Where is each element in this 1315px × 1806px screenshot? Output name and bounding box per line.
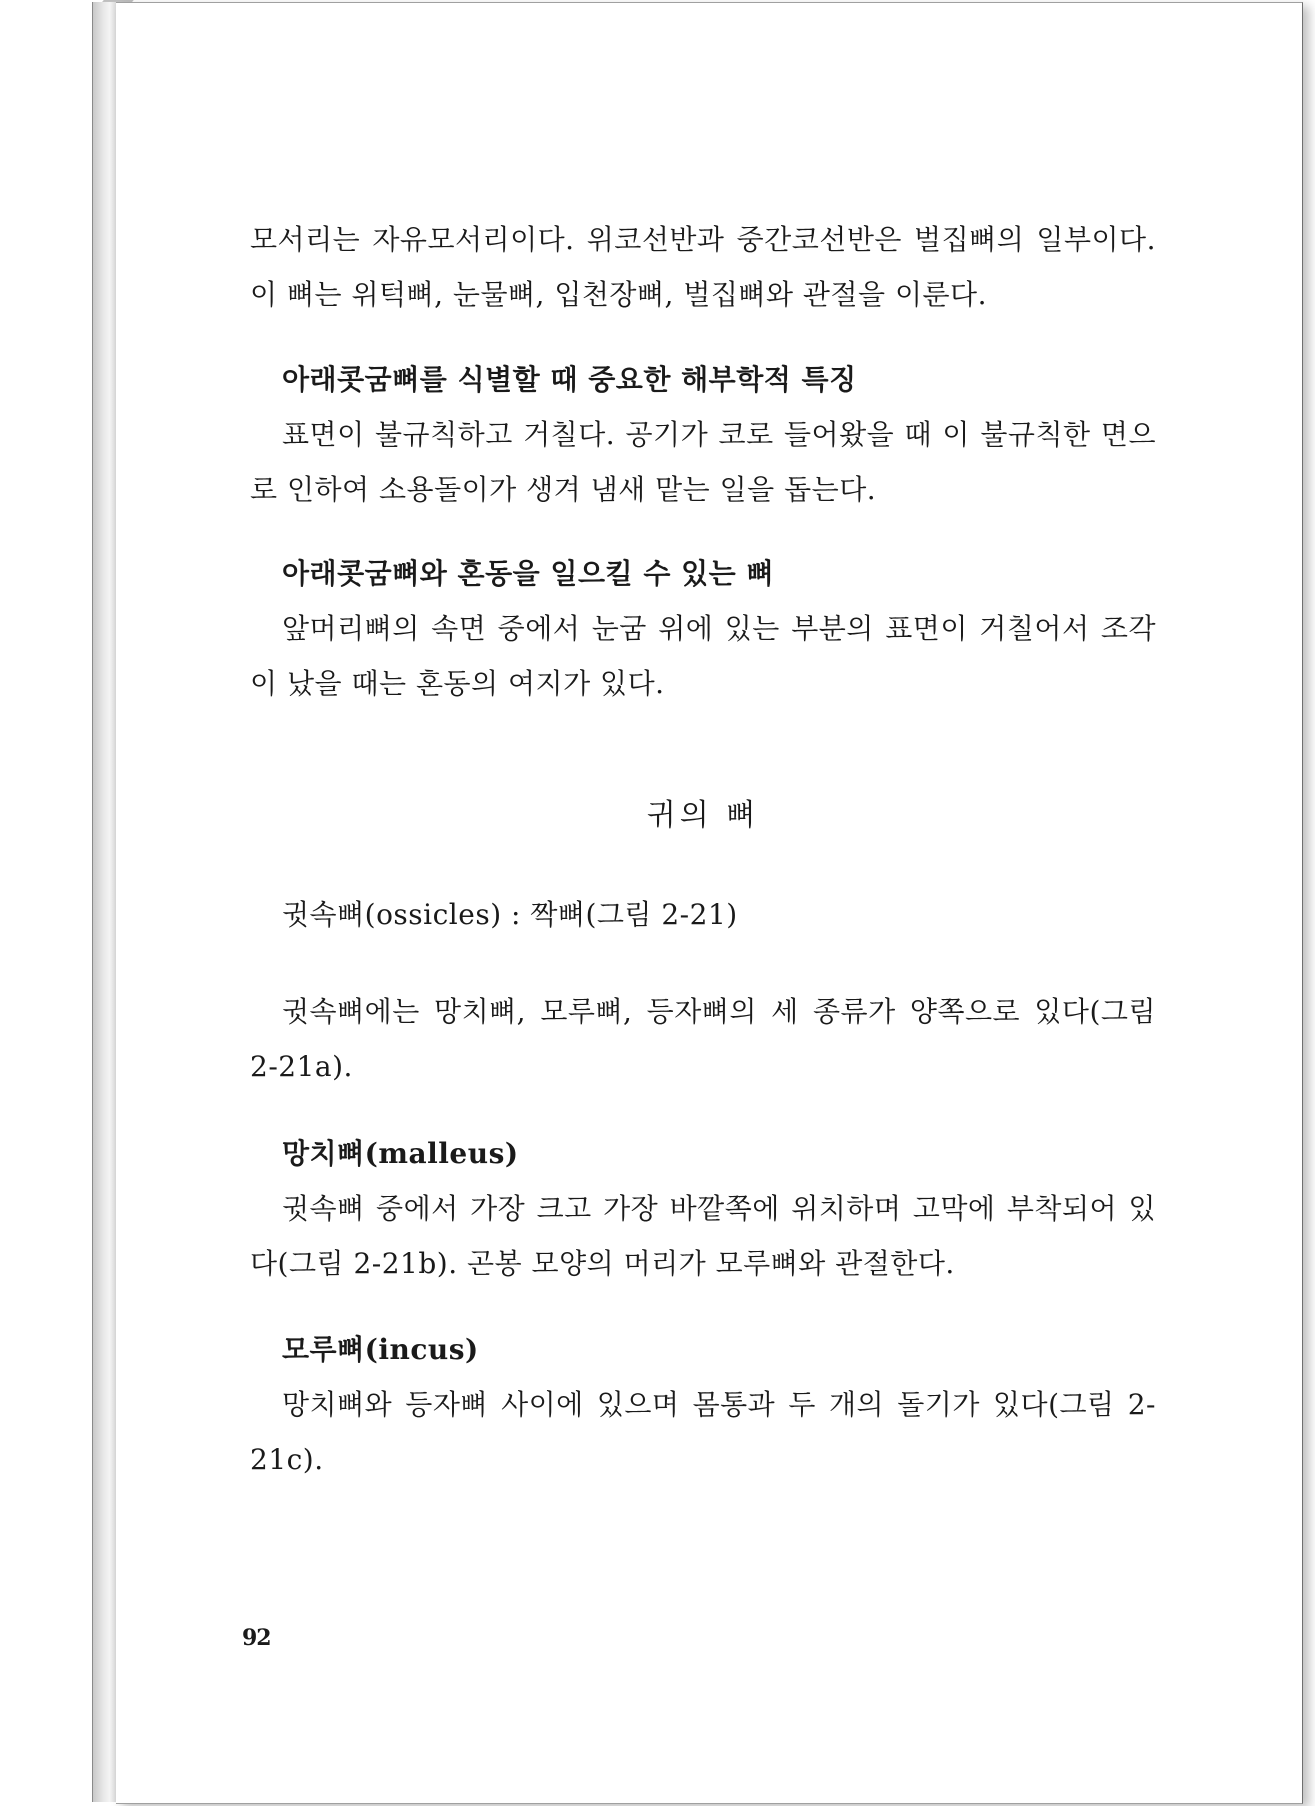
paragraph-continuation: 모서리는 자유모서리이다. 위코선반과 중간코선반은 벌집뼈의 일부이다. 이 뼈는 위턱뼈, 눈물뼈, 입천장뼈, 벌집뼈와 관절을 이룬다. (250, 223, 1156, 311)
paragraph-incus: 망치뼈와 등자뼈 사이에 있으며 몸통과 두 개의 돌기가 있다(그림 2-21c). (250, 1388, 1156, 1476)
paragraph-ossicles-description: 귓속뼈에는 망치뼈, 모루뼈, 등자뼈의 세 종류가 양쪽으로 있다(그림 2-21a). (250, 995, 1156, 1083)
section-heading-malleus: 망치뼈(malleus) (282, 1137, 519, 1170)
page-number: 92 (242, 1625, 271, 1651)
book-spine-edge (92, 2, 118, 1802)
section-title-ear-bones: 귀의 뼈 (646, 798, 760, 833)
paragraph-identification: 표면이 불규칙하고 거칠다. 공기가 코로 들어왔을 때 이 불규칙한 면으로 인하여 소용돌이가 생겨 냄새 맡는 일을 돕는다. (250, 418, 1156, 506)
paragraph-ossicles-heading: 귓속뼈(ossicles) : 짝뼈(그림 2-21) (282, 898, 738, 931)
section-heading-incus: 모루뼈(incus) (282, 1333, 479, 1366)
section-heading-identification: 아래콧굼뼈를 식별할 때 중요한 해부학적 특징 (282, 363, 857, 396)
paragraph-malleus: 귓속뼈 중에서 가장 크고 가장 바깥쪽에 위치하며 고막에 부착되어 있다(그림 2-21b). 곤봉 모양의 머리가 모루뼈와 관절한다. (250, 1192, 1156, 1280)
paragraph-confusion: 앞머리뼈의 속면 중에서 눈굼 위에 있는 부분의 표면이 거칠어서 조각이 났을 때는 혼동의 여지가 있다. (250, 612, 1156, 700)
section-heading-confusion: 아래콧굼뼈와 혼동을 일으킬 수 있는 뼈 (282, 557, 775, 590)
